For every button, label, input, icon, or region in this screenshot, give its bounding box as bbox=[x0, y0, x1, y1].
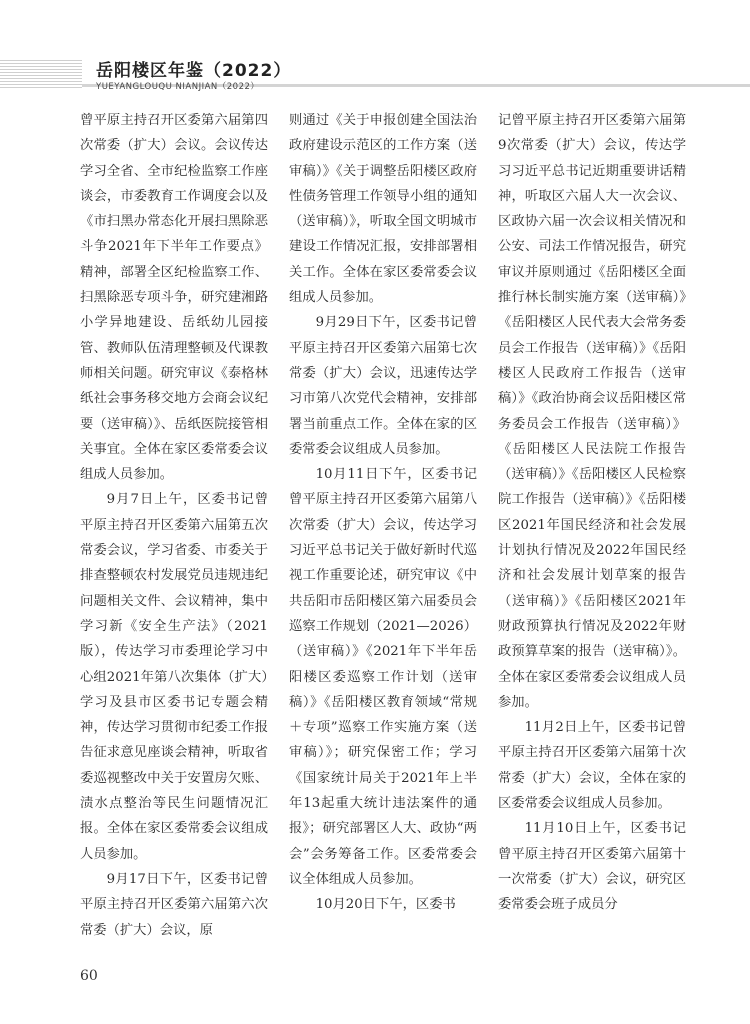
text-column-3 bbox=[498, 108, 686, 918]
paragraph: 9月17日下午，区委书记曾平原主持召开区委第六届第六次常委（扩大）会议，原 bbox=[80, 871, 268, 938]
paragraph: 10月11日下午，区委书记曾平原主持召开区委第六届第八次常委（扩大）会议，传达学习习近平总书记关于做好新时代巡视工作重要论述，研究审议《中共岳阳市岳阳楼区第六届委员会巡察工作规划（2021—2026）（送审稿）》《2021年下半年岳阳楼区委巡察工作计划（送审稿）》《岳阳楼区教育领域“常规＋专项”巡察工作实施方案（送审稿）》；研究保密工作；学习《国家统计局关于2021年上半年13起重大统计违法案件的通报》；研究部署区人大、政协“两会”会务筹备工作。区委常委会议全体组成人员参加。 bbox=[289, 467, 477, 887]
text-column-2 bbox=[289, 108, 477, 918]
paragraph: 10月20日下午，区委书 bbox=[315, 897, 456, 913]
paragraph: 曾平原主持召开区委第六届第四次常委（扩大）会议。会议传达学习全省、全市纪检监察工作座谈会，市委教育工作调度会以及《市扫黑办常态化开展扫黑除恶斗争2021年下半年工作要点》精神，部署全区纪检监察工作、扫黑除恶专项斗争，研究建湘路小学异地建设、岳纸幼儿园接管、教师队伍清理整顿及代课教师相关问题。研究审议《泰格林纸社会事务移交地方会商会议纪要（送审稿）》、岳纸医院接管相关事宜。全体在家区委常委会议组成人员参加。 bbox=[80, 113, 268, 483]
running-header-title: 岳阳楼区年鉴（2022） bbox=[96, 61, 292, 81]
header-stripe-decoration bbox=[0, 60, 82, 88]
paragraph: 11月2日上午，区委书记曾平原主持召开区委第六届第十次常委（扩大）会议，全体在家的区委常委会议组成人员参加。 bbox=[498, 720, 686, 812]
paragraph: 记曾平原主持召开区委第六届第9次常委（扩大）会议，传达学习习近平总书记近期重要讲话精神，听取区六届人大一次会议、区政协六届一次会议相关情况和公安、司法工作情况报告，研究审议并原则通过《岳阳楼区全面推行林长制实施方案（送审稿）》《岳阳楼区人民代表大会常务委员会工作报告（送审稿）》《岳阳楼区人民政府工作报告（送审稿）》《政治协商会议岳阳楼区常务委员会工作报告（送审稿）》《岳阳楼区人民法院工作报告（送审稿）》《岳阳楼区人民检察院工作报告（送审稿）》《岳阳楼区2021年国民经济和社会发展计划执行情况及2022年国民经济和社会发展计划草案的报告（送审稿）》《岳阳楼区2021年财政预算执行情况及2022年财政预算草案的报告（送审稿）》。全体在家区委常委会议组成人员参加。 bbox=[498, 113, 686, 710]
paragraph: 11月10日上午，区委书记曾平原主持召开区委第六届第十一次常委（扩大）会议，研究区委常委会班子成员分 bbox=[498, 821, 686, 913]
paragraph: 9月7日上午，区委书记曾平原主持召开区委第六届第五次常委会议，学习省委、市委关于排查整顿农村发展党员违规违纪问题相关文件、会议精神，集中学习新《安全生产法》（2021版），传达学习市委理论学习中心组2021年第八次集体（扩大）学习及县市区委书记专题会精神，传达学习贯彻市纪委工作报告征求意见座谈会精神，听取省委巡视整改中关于安置房欠账、渍水点整治等民生问题情况汇报。全体在家区委常委会议组成人员参加。 bbox=[80, 492, 268, 862]
running-header-subtitle: YUEYANGLOUQU NIANJIAN（2022） bbox=[96, 82, 260, 92]
paragraph: 9月29日下午，区委书记曾平原主持召开区委第六届第七次常委（扩大）会议，迅速传达学习市第八次党代会精神，安排部署当前重点工作。全体在家的区委常委会议组成人员参加。 bbox=[289, 315, 477, 457]
paragraph: 则通过《关于申报创建全国法治政府建设示范区的工作方案（送审稿）》《关于调整岳阳楼区政府性债务管理工作领导小组的通知（送审稿）》，听取全国文明城市建设工作情况汇报，安排部署相关工作。全体在家区委常委会议组成人员参加。 bbox=[289, 113, 477, 306]
text-column-1 bbox=[80, 108, 268, 943]
page-number: 60 bbox=[80, 968, 98, 984]
